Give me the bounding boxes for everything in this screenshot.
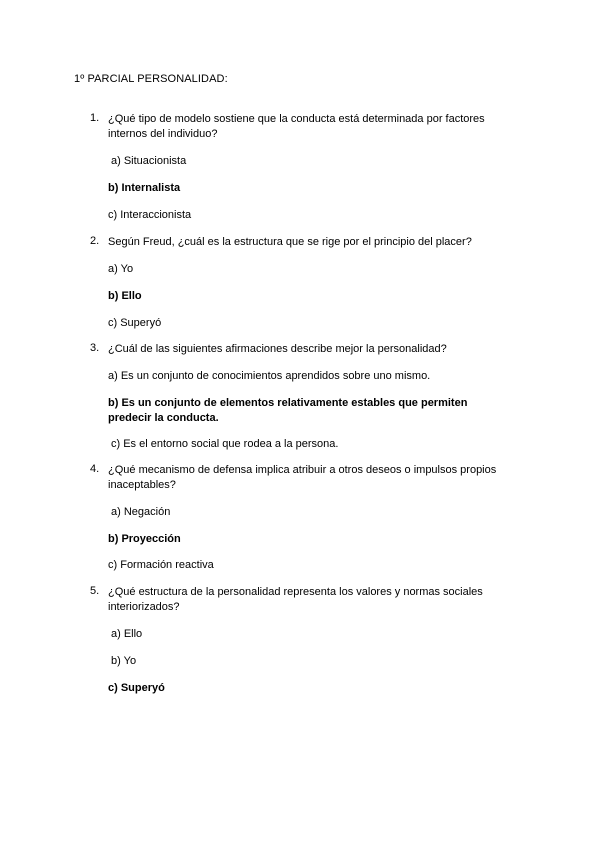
option-c: c) Es el entorno social que rodea a la persona. xyxy=(111,438,339,450)
option-a: a) Es un conjunto de conocimientos aprendidos sobre uno mismo. xyxy=(108,370,431,382)
option-b-correct: b) Internalista xyxy=(108,182,181,194)
option-c-correct: c) Superyó xyxy=(108,682,165,694)
option-c: c) Formación reactiva xyxy=(108,559,214,571)
option-b-correct: b) Proyección xyxy=(108,533,181,545)
option-a: a) Ello xyxy=(111,628,143,640)
question-text: Según Freud, ¿cuál es la estructura que se rige por el principio del placer? xyxy=(108,236,472,248)
page-title: 1º PARCIAL PERSONALIDAD: xyxy=(74,73,228,85)
question-text: ¿Cuál de las siguientes afirmaciones describe mejor la personalidad? xyxy=(108,343,447,355)
question-text: ¿Qué estructura de la personalidad representa los valores y normas sociales interiorizados? xyxy=(108,586,483,613)
question-text: ¿Qué tipo de modelo sostiene que la conducta está determinada por factores internos del individuo? xyxy=(108,113,485,140)
option-a: a) Situacionista xyxy=(111,155,187,167)
option-b: b) Yo xyxy=(111,655,137,667)
question-number: 4. xyxy=(90,463,100,475)
option-a: a) Yo xyxy=(108,263,134,275)
option-c: c) Superyó xyxy=(108,317,162,329)
question-number: 1. xyxy=(90,112,100,124)
option-a: a) Negación xyxy=(111,506,171,518)
question-number: 3. xyxy=(90,342,100,354)
question-text: ¿Qué mecanismo de defensa implica atribuir a otros deseos o impulsos propios inaceptables? xyxy=(108,464,497,491)
question-number: 2. xyxy=(90,235,100,247)
option-b-correct: b) Ello xyxy=(108,290,142,302)
option-c: c) Interaccionista xyxy=(108,209,192,221)
option-b-correct: b) Es un conjunto de elementos relativamente estables que permiten predecir la conducta. xyxy=(108,397,468,424)
question-number: 5. xyxy=(90,585,100,597)
